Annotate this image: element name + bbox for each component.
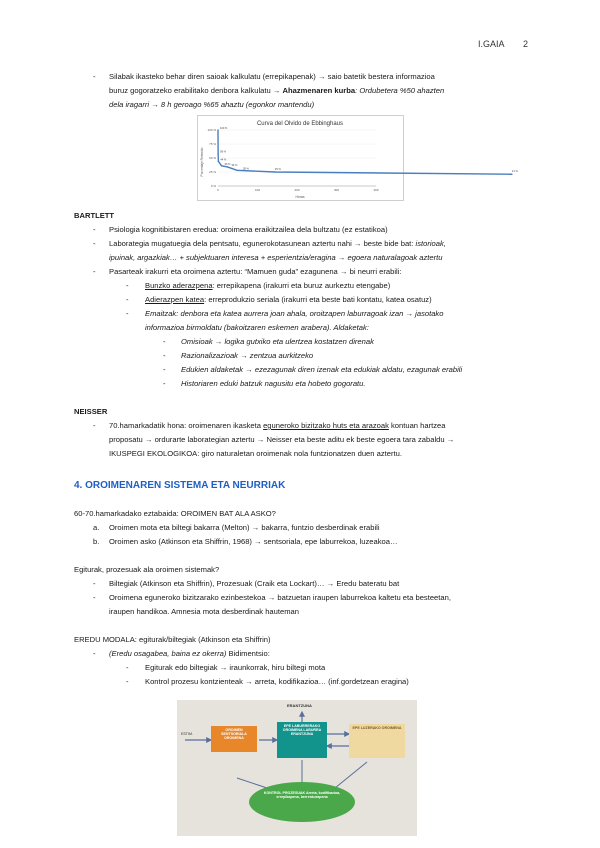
chart-title: Curva del Olvido de Ebbinghaus xyxy=(256,121,344,127)
modal-sub xyxy=(109,649,270,660)
chart-data-label: 21 % xyxy=(511,170,518,174)
bullet-dash: - xyxy=(163,337,166,346)
bullet-dash: - xyxy=(126,309,129,318)
list-item-b: Oroimen asko (Atkinson eta Shiffrin, 1968) → sentsoriala, epe laburrekoa, luzeakoa… xyxy=(109,537,398,546)
chart-x-tick-label: 0 xyxy=(217,188,219,192)
chart-data-point xyxy=(217,153,218,154)
modal-sub-rest: Bidimentsio: xyxy=(226,649,270,658)
intro-line-2a: buruz gogoratzeko erabilitako denbora kalkulatu → xyxy=(109,86,283,95)
bullet-dash: - xyxy=(126,663,129,672)
chart-data-point xyxy=(227,166,228,167)
neisser-line-2: proposatu → ordurarte laborategian aztertu → Neisser eta beste aditu ek beste egoera tara zabaldu → xyxy=(109,435,455,444)
sensory-memory-box: OROIMEN SENTSORIALA OROIMENA xyxy=(211,726,257,752)
page-number: 2 xyxy=(523,39,529,49)
chart-series-line xyxy=(218,130,512,174)
chart-svg xyxy=(198,116,518,200)
neisser-l1a: 70.hamarkadatik hona: oroimenaren ikasketa xyxy=(109,421,264,430)
bullet-dash: - xyxy=(93,267,96,276)
bullet-dash: - xyxy=(163,351,166,360)
diagram-top-label: ERANTZUNA xyxy=(287,703,312,708)
bullet-dash: - xyxy=(93,421,96,430)
q1-heading: 60-70.hamarkadako eztabaida: OROIMEN BAT ALA ASKO? xyxy=(74,509,276,518)
change-item: Razionalizazioak → zentzua aurkitzeko xyxy=(181,351,314,360)
chart-data-label: 100 % xyxy=(220,127,228,130)
chart-data-label: 58 % xyxy=(220,150,227,154)
neisser-l1b: eguneroko bizitzako huts eta arazoak xyxy=(263,421,389,430)
chart-data-point xyxy=(221,165,222,166)
chart-y-tick-label: 100 % xyxy=(207,128,216,133)
running-header-title: I.GAIA xyxy=(478,39,505,49)
chart-data-point xyxy=(217,129,218,130)
bullet-dash: - xyxy=(93,239,96,248)
list-label-a: a. xyxy=(93,523,100,532)
modal-model-diagram xyxy=(177,700,417,836)
control-processes-ellipse: KONTROL PROZESUAK Arreta, kodifikazioa, errepikapena, berreskurapena xyxy=(249,782,355,822)
bartlett-lab-b: istorioak, xyxy=(415,239,446,248)
bullet-dash: - xyxy=(93,649,96,658)
short-term-memory-box: EPE LABURRERAKO OROIMENA LABURRA ERANTZUNA xyxy=(277,722,327,758)
change-item: Omisioak → logika gutxiko eta ulertzea kostatzen direnak xyxy=(181,337,374,346)
bartlett-lab-line-2 xyxy=(109,253,442,264)
q2-item-1: Biltegiak (Atkinson eta Shiffrin), Prozesuak (Craik eta Lockart)… → Eredu bateratu bat xyxy=(109,579,400,588)
change-item: Edukien aldaketak → ezezagunak diren izenak eta edukiak aldatu, ezagunak erabili xyxy=(181,365,463,374)
bullet-dash: - xyxy=(93,72,96,81)
bartlett-item-1: Psiologia kognitibistaren eredua: oroimena eraikitzailea dela bultzatu (ez estatikoa) xyxy=(109,225,388,234)
bartlett-lab-a: Laborategia mugatuegia dela pentsatu, egunerokotasunean aztertu nahi → beste bide bat: xyxy=(109,239,416,248)
modal-sub-italic: (Eredu osagabea, baina ez okerra) xyxy=(109,649,227,658)
bullet-dash: - xyxy=(163,379,166,388)
neisser-heading: NEISSER xyxy=(74,407,108,416)
bunz-line xyxy=(145,281,390,292)
long-term-memory-box: EPE LUZERAKO OROIMENA xyxy=(349,724,405,758)
bullet-dash: - xyxy=(93,593,96,602)
bartlett-lab-line-1 xyxy=(109,239,446,250)
neisser-line-3: IKUSPEGI EKOLOGIKOA: giro naturaletan oroimenak nola funtzionatzen duen aztertu. xyxy=(109,449,402,458)
intro-line-2 xyxy=(109,86,444,97)
chart-data-label: 25 % xyxy=(274,168,281,171)
bullet-dash: - xyxy=(126,281,129,290)
chart-data-point xyxy=(218,161,219,162)
chart-data-point xyxy=(511,174,512,175)
bartlett-lab-c: ipuinak, argazkiak… + subjektuaren interesa + esperientzia/eragina → egoera naturalagoak aztertu xyxy=(109,253,443,262)
dimension-item: Kontrol prozesu kontzienteak → arreta, kodifikazioa… (inf.gordetzean eragina) xyxy=(145,677,409,686)
emaitzak-line-2: informazioa birmoldatu (bakoitzaren eskemen arabera). Aldaketak: xyxy=(145,323,369,332)
neisser-line-1 xyxy=(109,421,445,432)
chart-data-point xyxy=(236,170,237,171)
bullet-dash: - xyxy=(93,225,96,234)
neisser-l1c: kontuan hartzea xyxy=(388,421,446,430)
chart-x-tick-label: 400 xyxy=(373,188,379,192)
section-4-title: 4. OROIMENAREN SISTEMA ETA NEURRIAK xyxy=(74,480,286,491)
q2-item-2-line-1: Oroimena eguneroko bizitzarako ezinbestekoa → batzuetan iraupen laburrekoa kaltetu eta besteetan, xyxy=(109,593,451,602)
chart-x-label: Horas xyxy=(295,195,305,199)
bullet-dash: - xyxy=(126,677,129,686)
chart-data-label: 28 % xyxy=(242,167,249,171)
chart-y-label: Porcentaje Retenido xyxy=(200,147,204,177)
bartlett-heading: BARTLETT xyxy=(74,211,115,220)
bullet-dash: - xyxy=(163,365,166,374)
intro-line-2c: : Ordubetera %50 ahazten xyxy=(355,86,445,95)
q2-item-2-line-2: iraupen handikoa. Amnesia mota desberdinak hauteman xyxy=(109,607,299,616)
list-item-a: Oroimen mota eta biltegi bakarra (Melton) → bakarra, funtzio desberdinak erabili xyxy=(109,523,380,532)
intro-line-1: Silabak ikasteko behar diren saioak kalkulatu (errepikapenak) → saio batetik bestera informazioa xyxy=(109,72,435,81)
forgetting-curve-chart xyxy=(197,115,518,201)
bartlett-past: Pasarteak irakurri eta oroimena aztertu: “Mamuen guda” ezagunena → bi neurri erabili: xyxy=(109,267,402,276)
dimension-item: Egiturak edo biltegiak → iraunkorrak, hiru biltegi mota xyxy=(145,663,326,672)
change-item: Historiaren eduki batzuk nagusitu eta hobeto gogoratu. xyxy=(181,379,366,388)
adierazpen-line xyxy=(145,295,432,306)
chart-data-label: 36 % xyxy=(224,162,231,166)
diagram-left-label: ESTIM. xyxy=(181,732,193,736)
bunz-rest: : errepikapena (irakurri eta buruz aurkeztu etengabe) xyxy=(212,281,391,290)
chart-data-label: 33 % xyxy=(231,163,238,167)
chart-data-label: 44 % xyxy=(220,158,227,162)
chart-x-tick-label: 300 xyxy=(333,188,340,192)
chart-x-tick-label: 100 xyxy=(254,188,261,192)
intro-line-3: dela iragarri → 8 h geroago %65 ahaztu (egonkor mantendu) xyxy=(109,100,315,109)
adierazpen-rest: : erreprodukzio seriala (irakurri eta beste bati kontatu, katea osatuz) xyxy=(204,295,432,304)
adierazpen-term: Adierazpen katea xyxy=(145,295,205,304)
bullet-dash: - xyxy=(93,579,96,588)
bullet-dash: - xyxy=(126,295,129,304)
bunz-term: Bunzko aderazpena xyxy=(145,281,213,290)
list-label-b: b. xyxy=(93,537,100,546)
q2-heading: Egiturak, prozesuak ala oroimen sistemak? xyxy=(74,565,220,574)
chart-y-tick-label: 75 % xyxy=(209,142,216,147)
chart-y-tick-label: 50 % xyxy=(209,156,216,161)
chart-y-tick-label: 25 % xyxy=(209,170,216,175)
forgetting-curve-term: Ahazmenaren kurba xyxy=(282,86,356,95)
modal-heading: EREDU MODALA: egiturak/biltegiak (Atkinson eta Shiffrin) xyxy=(74,635,271,644)
chart-y-tick-label: 0 % xyxy=(210,184,216,189)
chart-data-point xyxy=(274,171,275,172)
emaitzak-line-1: Emaitzak: denbora eta katea aurrera joan ahala, oroitzapen laburragoak izan → jasotako xyxy=(145,309,444,318)
chart-x-tick-label: 200 xyxy=(294,188,300,192)
